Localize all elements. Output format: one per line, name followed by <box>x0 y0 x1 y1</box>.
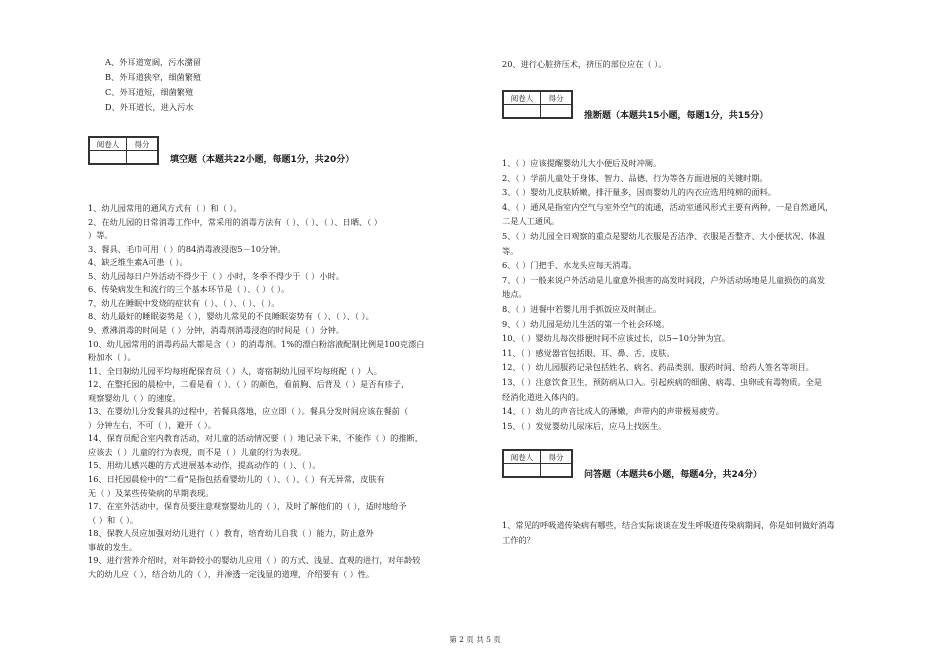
fill-blank-line: （ ）和（ ）。 <box>88 514 139 525</box>
fill-blank-line: ）等。 <box>88 230 113 241</box>
qa-question-1-line-1: 1、常见的呼吸道传染病有哪些，结合实际谈谈在发生呼吸道传染病期间，你是如何做好消毒 <box>502 520 835 530</box>
score-box-score-label: 得分 <box>541 451 572 464</box>
judgment-line: 13、（ ）注意饮食卫生，预防病从口入。引起疾病的细菌、病毒、虫卵或有毒物质。全是 <box>502 377 823 387</box>
score-box-score-label: 得分 <box>541 92 572 105</box>
question-20: 20、进行心脏挤压术，挤压的部位应在（ ）。 <box>502 59 667 69</box>
fill-blank-line: 11、全日制幼儿园平均每班配保育员（ ）人，寄宿制幼儿园平均每班配（ ）人。 <box>88 365 382 376</box>
option-c: C、外耳道短，细菌繁殖 <box>105 87 194 97</box>
judgment-line: 等。 <box>502 245 519 256</box>
judgment-line: 15、（ ）发觉婴幼儿尿床后，应马上找医生。 <box>502 420 667 431</box>
option-b: B、外耳道狭窄，细菌繁殖 <box>105 72 202 82</box>
fill-blank-line: 3、餐具、毛巾可用（ ）的84消毒液浸泡5－10分钟。 <box>88 243 286 254</box>
score-box-grader-label: 阅卷人 <box>504 451 541 464</box>
judgment-line: 8、（ ）进餐中若婴儿用手抓饭应及时制止。 <box>502 304 662 314</box>
option-d: D、外耳道长，进入污水 <box>105 102 194 112</box>
fill-blank-line: 15、用幼儿感兴趣的方式进展基本动作，提高动作的（ ）、（ ）。 <box>88 460 321 471</box>
judgment-line: 14、（ ）幼儿的声音比成人的薄嫩，声带内的声带极易疲劳。 <box>502 406 724 417</box>
fill-blank-line: 无（ ）及某些传染病的早期表现。 <box>88 487 214 498</box>
judgment-line: 11、（ ）感觉器官包括眼、耳、鼻、舌、皮肤。 <box>502 347 675 358</box>
judgment-line: 地点。 <box>502 289 527 300</box>
judgment-line: 3、（ ）婴幼儿皮肤娇嫩，排汗量多，因而婴幼儿的内衣应选用纯棉的面料。 <box>502 187 776 198</box>
judgment-line: 10、（ ）婴幼儿每次排便时间不应该过长，以5~10分钟为宜。 <box>502 333 730 344</box>
score-box <box>502 449 573 478</box>
score-box-score-label: 得分 <box>127 138 158 151</box>
fill-blank-line: 7、幼儿在睡眠中发烧的症状有（ ）、（ ）、（ ）、（ ）。 <box>88 297 280 308</box>
fill-blank-line: 6、传染病发生和流行的三个基本环节是（ ）、（ ）（ ）。 <box>88 284 290 295</box>
fill-blank-line: 粉加水（ ）。 <box>88 352 136 363</box>
fill-blank-line: 5、幼儿园每日户外活动不得少于（ ）小时，冬季不得少于（ ）小时。 <box>88 270 345 281</box>
fill-blank-line: 2、在幼儿园的日常消毒工作中，常采用的消毒方法有（ ）、（ ）、（ ）、日晒、（ ） <box>88 216 382 227</box>
fill-blank-line: 18、保教人员应加强对幼儿进行（ ）教育，培育幼儿自我（ ）能力，防止意外 <box>88 528 374 539</box>
section-title-qa: 问答题（本题共6小题，每题4分，共24分） <box>584 470 763 480</box>
score-box-grader-label: 阅卷人 <box>90 138 127 151</box>
fill-blank-line: 9、煮沸消毒的时间是（ ）分钟，消毒剂消毒浸泡的时间是（ ）分钟。 <box>88 324 345 335</box>
fill-blank-line: 10、幼儿园常用的消毒药品大都是含（ ）的消毒剂。1%的漂白粉溶液配制比例是100克漂白 <box>88 338 425 349</box>
fill-blank-line: 大的幼儿应（ ），结合幼儿的（ ），并渗透一定浅显的道理，介绍要有（ ）性。 <box>88 568 375 579</box>
score-box <box>88 136 159 165</box>
section-title-fill-blank: 填空题（本题共22小题，每题1分，共20分） <box>170 155 355 165</box>
fill-blank-line: 观察婴幼儿（ ）的速度。 <box>88 392 181 403</box>
score-box <box>502 90 573 119</box>
section-title-judgment: 推断题（本题共15小题，每题1分，共15分） <box>584 111 769 121</box>
fill-blank-line: 17、在室外活动中，保育员要注意观察婴幼儿的（ ），及时了解他们的（ ），适时地给予 <box>88 501 407 512</box>
fill-blank-line: 应该去（ ）儿童的行为表现，而不是（ ）儿童的行为表现。 <box>88 446 307 457</box>
fill-blank-line: 事故的发生。 <box>88 541 138 552</box>
judgment-line: 6、（ ）门把手、水龙头应每天消毒。 <box>502 260 637 271</box>
judgment-line: 经消化道进入体内的。 <box>502 391 584 402</box>
fill-blank-line: 12、在整托园的晨检中，二看是看（ ）、（ ）的颜色，看前胸、后背及（ ）是否有疹子， <box>88 379 410 390</box>
fill-blank-line: 13、在婴幼儿分发餐具的过程中，若餐具落地，应立即（ ）。餐具分发时间应该在餐前（ <box>88 406 409 417</box>
judgment-line: 二是人工通风。 <box>502 216 560 227</box>
option-a: A、外耳道宽阔，污水潴留 <box>105 57 201 67</box>
fill-blank-line: ）分钟左右，不可（ ），避开（ ）。 <box>88 419 217 430</box>
score-box-grader-label: 阅卷人 <box>504 92 541 105</box>
fill-blank-line: 4、缺乏维生素A可患（ ）。 <box>88 257 188 268</box>
fill-blank-line: 19、进行营养介绍时，对年龄较小的婴幼儿应用（ ）的方式、浅显、直观的进行，对年龄较 <box>88 555 421 566</box>
judgment-line: 9、（ ）幼儿园是幼儿生活的第一个社会环境。 <box>502 318 670 329</box>
fill-blank-line: 14、保育员配合室内教育活动，对儿童的活动情况要（ ）地记录下来，不能作（ ）的推断， <box>88 433 423 444</box>
fill-blank-line: 16、日托园晨检中的“二看”是指包括看婴幼儿的（ ）、（ ）、（ ）有无异常，皮肤有 <box>88 474 385 484</box>
fill-blank-line: 8、幼儿最好的睡眠姿势是（ ），婴幼儿常见的不良睡眠姿势有（ ）、（ ）、（ ）。 <box>88 311 374 322</box>
qa-question-1-line-2: 工作的？ <box>502 535 535 545</box>
judgment-line: 12、（ ）幼儿园服药记录包括姓名、病名、药品类别、服药时间、给药人签名等项目。 <box>502 362 814 373</box>
judgment-line: 5、（ ）幼儿园全日观察的重点是婴幼儿衣服是否洁净、衣服是否整齐、大小便状况、体温 <box>502 231 826 241</box>
judgment-line: 1、（ ）应该提醒婴幼儿大小便后及时冲厕。 <box>502 158 662 168</box>
judgment-line: 2、（ ）学前儿童处于身体、智力、品德、行为等各方面进展的关键时期。 <box>502 172 768 183</box>
page-footer: 第 2 页 共 5 页 <box>449 635 501 644</box>
judgment-line: 4、（ ）通风是指室内空气与室外空气的流通，活动室通风形式主要有两种，一是自然通风， <box>502 201 834 212</box>
judgment-line: 7、（ ）一般来说户外活动是儿童意外损害的高发时间段，户外活动场地是儿童损伤的高发 <box>502 274 826 285</box>
fill-blank-line: 1、幼儿园常用的通风方式有（ ）和（ ）。 <box>88 203 242 213</box>
